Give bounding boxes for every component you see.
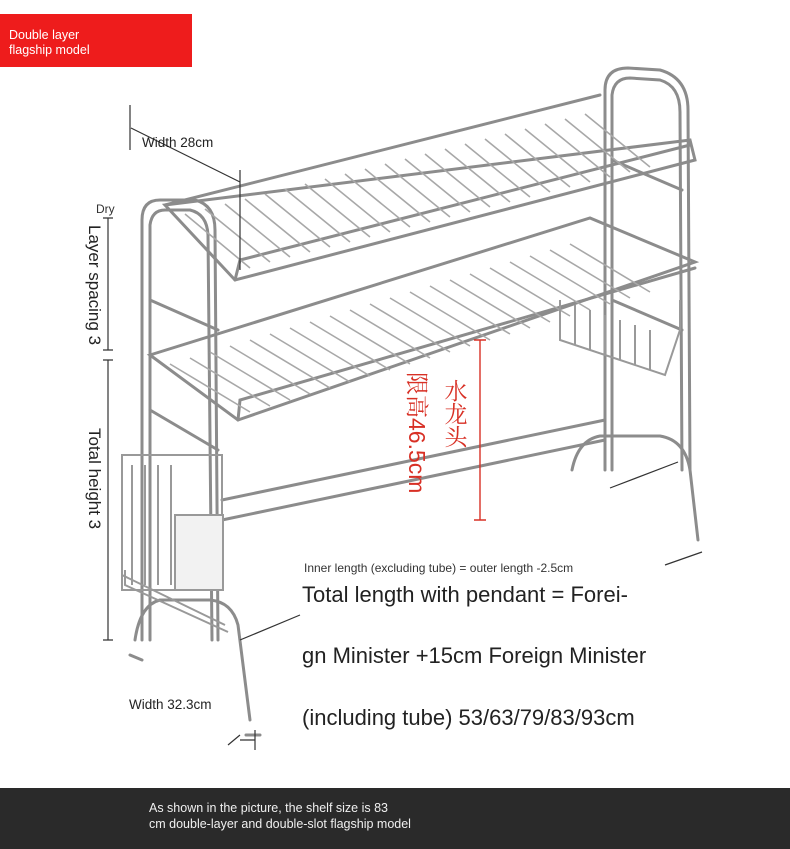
inner-length-note: Inner length (excluding tube) = outer length -2.5cm [304,561,574,575]
badge-line-2: flagship model [9,43,90,57]
faucet-height-label: 限高46.5cm [404,372,430,494]
faucet-label-col1: 水龙头 [444,378,468,450]
width-top-label: Width 28cm [142,135,214,150]
length-text-line-1: Total length with pendant = Forei- [302,582,628,607]
length-text-line-3: (including tube) 53/63/79/83/93cm [302,705,635,730]
footer-caption [0,788,790,849]
footer-line-2: cm double-layer and double-slot flagship model [149,817,411,831]
footer-line-1: As shown in the picture, the shelf size is 83 [149,801,389,815]
length-text-line-2: gn Minister +15cm Foreign Minister [302,643,647,668]
badge-line-1: Double layer [9,28,80,42]
layer-spacing-label: Layer spacing 3 [85,225,104,346]
width-bottom-label: Width 32.3cm [129,697,212,712]
dry-label: Dry [96,202,115,216]
total-height-label: Total height 3 [85,428,104,530]
